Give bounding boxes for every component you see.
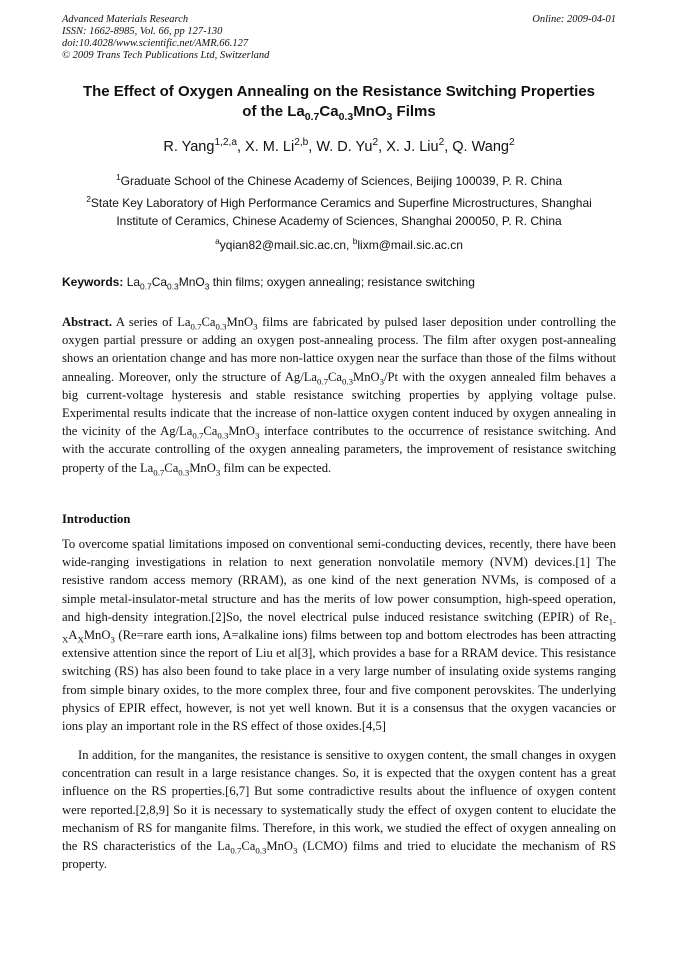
paragraph-text: MnO	[266, 839, 293, 854]
formula-subscript: 3	[379, 376, 385, 387]
abstract-text: Ca	[328, 369, 342, 384]
formula-subscript: 0.3	[178, 467, 190, 478]
section-heading: Introduction	[62, 512, 131, 526]
formula-subscript: 0.7	[230, 845, 242, 856]
journal-copyright: © 2009 Trans Tech Publications Ltd, Switzerland	[62, 50, 270, 61]
formula-subscript: 0.7	[316, 376, 328, 387]
intro-paragraph-2	[62, 746, 616, 873]
email-link[interactable]: yqian82@mail.sic.ac.cn,	[219, 238, 353, 252]
author-list: R. Yang$^{1,2,a}$, X. M. Li$^{2,b}$, W. D. Yu$^2$, X. J. Liu$^2$, Q. Wang$^2$	[163, 137, 515, 155]
keywords-subscript: 0.3	[167, 281, 179, 292]
title-text: Films	[392, 103, 436, 120]
formula-subscript: 1-X	[62, 616, 616, 645]
affiliation-2	[40, 194, 638, 230]
author-name: X. M. Li	[245, 139, 295, 155]
formula-subscript: 0.3	[342, 376, 354, 387]
online-date: Online: 2009-04-01	[532, 14, 616, 25]
affiliation-line: Institute of Ceramics, Chinese Academy of Sciences, Shanghai 200050, P. R. China	[116, 214, 562, 228]
keywords-text: Ca	[151, 275, 168, 289]
paragraph-text: In addition, for the manganites, the resistance is sensitive to oxygen content, the small changes in oxygen concentration can result in a large resistance changes. So, it is expected that the oxygen content has a great influence on the RS properties.[6,7] But some contradictive results about the influence of oxygen content were reported.[2,8,9] So it is necessary to systematically study the effect of oxygen content to elucidate the mechanism of RS for manganite films. Therefore, in this work, we studied the effect of oxygen annealing on the RS characteristics of the La	[62, 748, 616, 854]
abstract-text: film can be expected.	[220, 460, 332, 475]
title-subscript: 0.7	[304, 111, 320, 123]
keywords-subscript: 3	[204, 281, 210, 292]
paper-title	[40, 82, 638, 122]
abstract-text: MnO	[189, 460, 216, 475]
author-name: W. D. Yu	[316, 139, 373, 155]
abstract-paragraph	[62, 313, 616, 477]
journal-header	[62, 14, 616, 62]
title-subscript: 0.3	[338, 111, 354, 123]
title-text: of the La	[242, 103, 305, 120]
title-text: MnO	[353, 103, 387, 120]
journal-name: Advanced Materials Research	[62, 14, 189, 25]
author-name: X. J. Liu	[386, 139, 439, 155]
keywords-subscript: 0.7	[140, 281, 152, 292]
paragraph-text: Ca	[241, 839, 256, 854]
affiliation-line	[40, 194, 638, 212]
affiliation-text: State Key Laboratory of High Performance Ceramics and Superfine Microstructures, Shanghai	[90, 196, 592, 210]
abstract-label: Abstract.	[62, 315, 113, 329]
formula-subscript: 0.7	[192, 430, 204, 441]
abstract-text: interface contributes to the occurrence of resistance switching. And with the accurate controlling of the oxygen annealing parameters, the improvement of resistance switching property of the La	[62, 424, 617, 475]
affiliation-mark: 2	[86, 194, 91, 204]
author-name: Q. Wang	[452, 139, 509, 155]
author-affiliation-mark: 2,b	[294, 137, 309, 149]
abstract-text: MnO	[226, 315, 254, 329]
author-affiliation-mark: 1,2,a	[214, 137, 237, 149]
abstract-text: MnO	[228, 424, 255, 439]
affiliation-mark: 1	[115, 172, 121, 182]
paragraph-text: MnO	[83, 628, 111, 643]
keywords-label: Keywords:	[62, 275, 124, 289]
paragraph	[62, 746, 616, 873]
formula-subscript: 3	[253, 321, 258, 332]
email-mark: a	[215, 236, 220, 246]
affiliation-text: Graduate School of the Chinese Academy of Sciences, Beijing 100039, P. R. China	[120, 174, 563, 188]
author-affiliation-mark: 2	[372, 137, 379, 149]
intro-paragraph-1	[62, 535, 616, 735]
formula-subscript: 3	[110, 634, 115, 645]
paragraph	[62, 535, 616, 735]
paragraph-text: (Re=rare earth ions, A=alkaline ions) films between top and bottom electrodes has been attracting extensive attention since the report of Liu et al[3], which provides a base for a RRAM device. This resistance switching (RS) has also been found to take place in a very large number of insulating oxide systems ranging from simple binary oxides, to the more complex three, four and five component perovskites. The underlying physics of EPIR effect, however, is not yet well known. But it is a consensus that the oxygen vacancies or ions play an important role in the RS effect of those oxides.[4,5]	[62, 628, 616, 734]
title-line-1: The Effect of Oxygen Annealing on the Resistance Switching Properties	[82, 83, 596, 100]
author-affiliation-mark: 2	[438, 137, 445, 149]
paragraph-text: To overcome spatial limitations imposed on conventional semi-conducting devices, recently, there have been wide-ranging investigations in relation to next generation nonvolatile memory (NVM) devices.[1] The resistive random access memory (RRAM), as one kind of the next generation NVMs, is composed of a simple metal-insulator-metal structure and has the merits of low power consumption, high-speed operation, and high-density integration.[2]So, the novel electrical pulse induced resistance switching (EPIR) of Re	[62, 537, 616, 624]
formula-subscript: 0.3	[255, 845, 267, 856]
abstract-text: Ca	[203, 424, 218, 439]
formula-subscript: 0.3	[215, 321, 227, 332]
title-text: Ca	[319, 103, 339, 120]
formula-subscript: 3	[215, 467, 221, 478]
keywords-text: MnO	[178, 275, 205, 289]
title-line-2	[40, 102, 638, 122]
journal-issn: ISSN: 1662-8985, Vol. 66, pp 127-130	[62, 26, 223, 37]
author-emails	[40, 236, 638, 254]
formula-subscript: X	[77, 634, 84, 645]
email-mark: b	[352, 236, 358, 246]
author-name: R. Yang	[163, 139, 215, 155]
paragraph-text: A	[68, 628, 78, 643]
affiliation-1	[40, 172, 638, 190]
keywords-text: La	[123, 275, 141, 289]
author-affiliation-mark: 2	[508, 137, 515, 149]
formula-subscript: 0.7	[153, 467, 165, 478]
formula-subscript: 3	[293, 845, 298, 856]
abstract-text: MnO	[353, 369, 380, 384]
abstract	[62, 313, 616, 477]
abstract-text: /Pt with the oxygen annealed film behaves a big current-voltage hysteresis and stable resistance switching properties by applying voltage pulse. Experimental results indicate that the increase of non-lattice oxygen content induced by oxygen annealing in the vicinity of the Ag/La	[62, 369, 616, 439]
abstract-text: Ca	[164, 460, 179, 475]
abstract-text: A series of La	[112, 315, 191, 329]
formula-subscript: 0.7	[190, 321, 202, 332]
keywords	[62, 273, 616, 291]
title-subscript: 3	[386, 111, 393, 123]
abstract-text: films are fabricated by pulsed laser deposition under controlling the oxygen partial pressure or adding an oxygen post-annealing process. The film after oxygen post-annealing shows an orientation change and has more non-lattice oxygen near the surface than those of the films without annealing. Moreover, only the structure of Ag/La	[62, 315, 616, 384]
formula-subscript: 3	[254, 430, 260, 441]
keywords-text: thin films; oxygen annealing; resistance switching	[209, 275, 475, 289]
formula-subscript: 0.3	[217, 430, 229, 441]
abstract-text: Ca	[201, 315, 216, 329]
journal-doi: doi:10.4028/www.scientific.net/AMR.66.127	[62, 38, 249, 49]
email-link[interactable]: lixm@mail.sic.ac.cn	[357, 238, 463, 252]
paragraph-text: (LCMO) films and tried to elucidate the mechanism of RS property.	[62, 839, 616, 872]
